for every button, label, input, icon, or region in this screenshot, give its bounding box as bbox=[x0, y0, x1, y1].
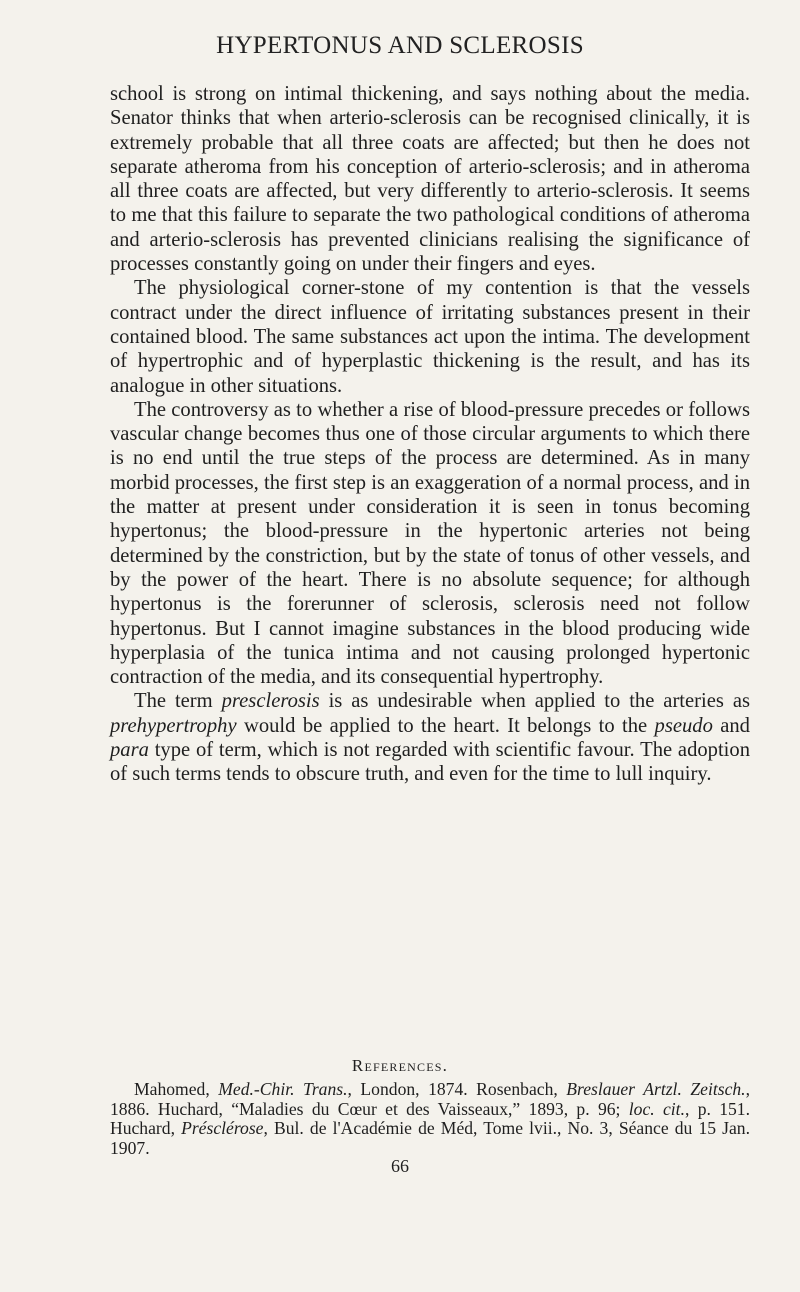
p4-seg-3: prehypertrophy bbox=[110, 714, 237, 737]
ref-seg-7: Présclérose bbox=[181, 1118, 264, 1139]
ref-seg-2: , London, 1874. Rosenbach, bbox=[347, 1079, 567, 1099]
p4-seg-8: type of term, which is not regarded with scientific favour. The adoption of such terms tends to obscure truth, and even for the time to lull inquiry. bbox=[110, 739, 750, 786]
p4-seg-7: para bbox=[110, 739, 149, 762]
paragraph-1: school is strong on intimal thickening, and says nothing about the media. Senator thinks that when arterio-sclerosis can be recognised clinically, it is extremely probable that all three coats are affected; but then he does not separate atheroma from his conception of arterio-sclerosis; and in atheroma all three coats are affected, but very differently to arterio-sclerosis. It seems to me that this failure to separate the two pathological conditions of atheroma and arterio-sclerosis has prevented clinicians realising the significance of processes constantly going on under their fingers and eyes. bbox=[110, 83, 750, 276]
paragraph-3: The controversy as to whether a rise of blood-pressure precedes or follows vascular change becomes thus one of those circular arguments to which there is no end until the true steps of the process are determined. As in many morbid processes, the first step is an exaggeration of a normal process, and in the matter at present under consideration it is seen in tonus becoming hypertonus; the blood-pressure in the hypertonic arteries not being determined by the constriction, but by the state of tonus of other vessels, and by the power of the heart. There is no absolute sequence; for although hypertonus is the forerunner of sclerosis, sclerosis need not follow hypertonus. But I cannot imagine substances in the blood producing wide hyperplasia of the tunica intima and not causing prolonged hypertonic contraction of the media, and its consequential hypertrophy. bbox=[110, 398, 750, 689]
page-number: 66 bbox=[391, 1156, 409, 1176]
p4-seg-6: and bbox=[712, 714, 750, 737]
ref-seg-4: , 1886. Huchard, “Maladies du Cœur et des Vaisseaux,” 1893, p. 96; bbox=[110, 1079, 750, 1119]
paragraph-2: The physiological corner-stone of my contention is that the vessels contract under the direct influence of irritating substances present in their contained blood. The same substances act upon the intima. The development of hypertrophic and of hyperplastic thickening is the result, and has its analogue in other situations. bbox=[110, 277, 750, 397]
ref-seg-5: loc. cit. bbox=[628, 1098, 685, 1119]
references-list bbox=[110, 1080, 750, 1158]
ref-seg-6: , p. 151. Huchard, bbox=[110, 1098, 750, 1139]
p4-seg-4: would be applied to the heart. It belongs to the bbox=[236, 714, 655, 737]
p4-seg-2: is as undesirable when applied to the arteries as bbox=[319, 690, 750, 713]
paragraph-4 bbox=[110, 689, 750, 786]
p4-seg-1: presclerosis bbox=[221, 690, 320, 713]
references-heading: References. bbox=[351, 1056, 449, 1075]
p4-seg-5: pseudo bbox=[654, 714, 713, 737]
ref-seg-3: Breslauer Artzl. Zeitsch. bbox=[566, 1079, 746, 1099]
ref-seg-8: , Bul. de l'Académie de Méd, Tome lvii., No. 3, Séance du 15 Jan. 1907. bbox=[110, 1118, 750, 1158]
running-head: HYPERTONUS AND SCLEROSIS bbox=[216, 32, 584, 59]
references-paragraph bbox=[110, 1080, 750, 1158]
ref-seg-1: Med.-Chir. Trans. bbox=[218, 1079, 348, 1099]
p4-seg-0: The term bbox=[134, 690, 222, 713]
ref-seg-0: Mahomed, bbox=[134, 1079, 219, 1099]
body-text bbox=[110, 82, 750, 787]
